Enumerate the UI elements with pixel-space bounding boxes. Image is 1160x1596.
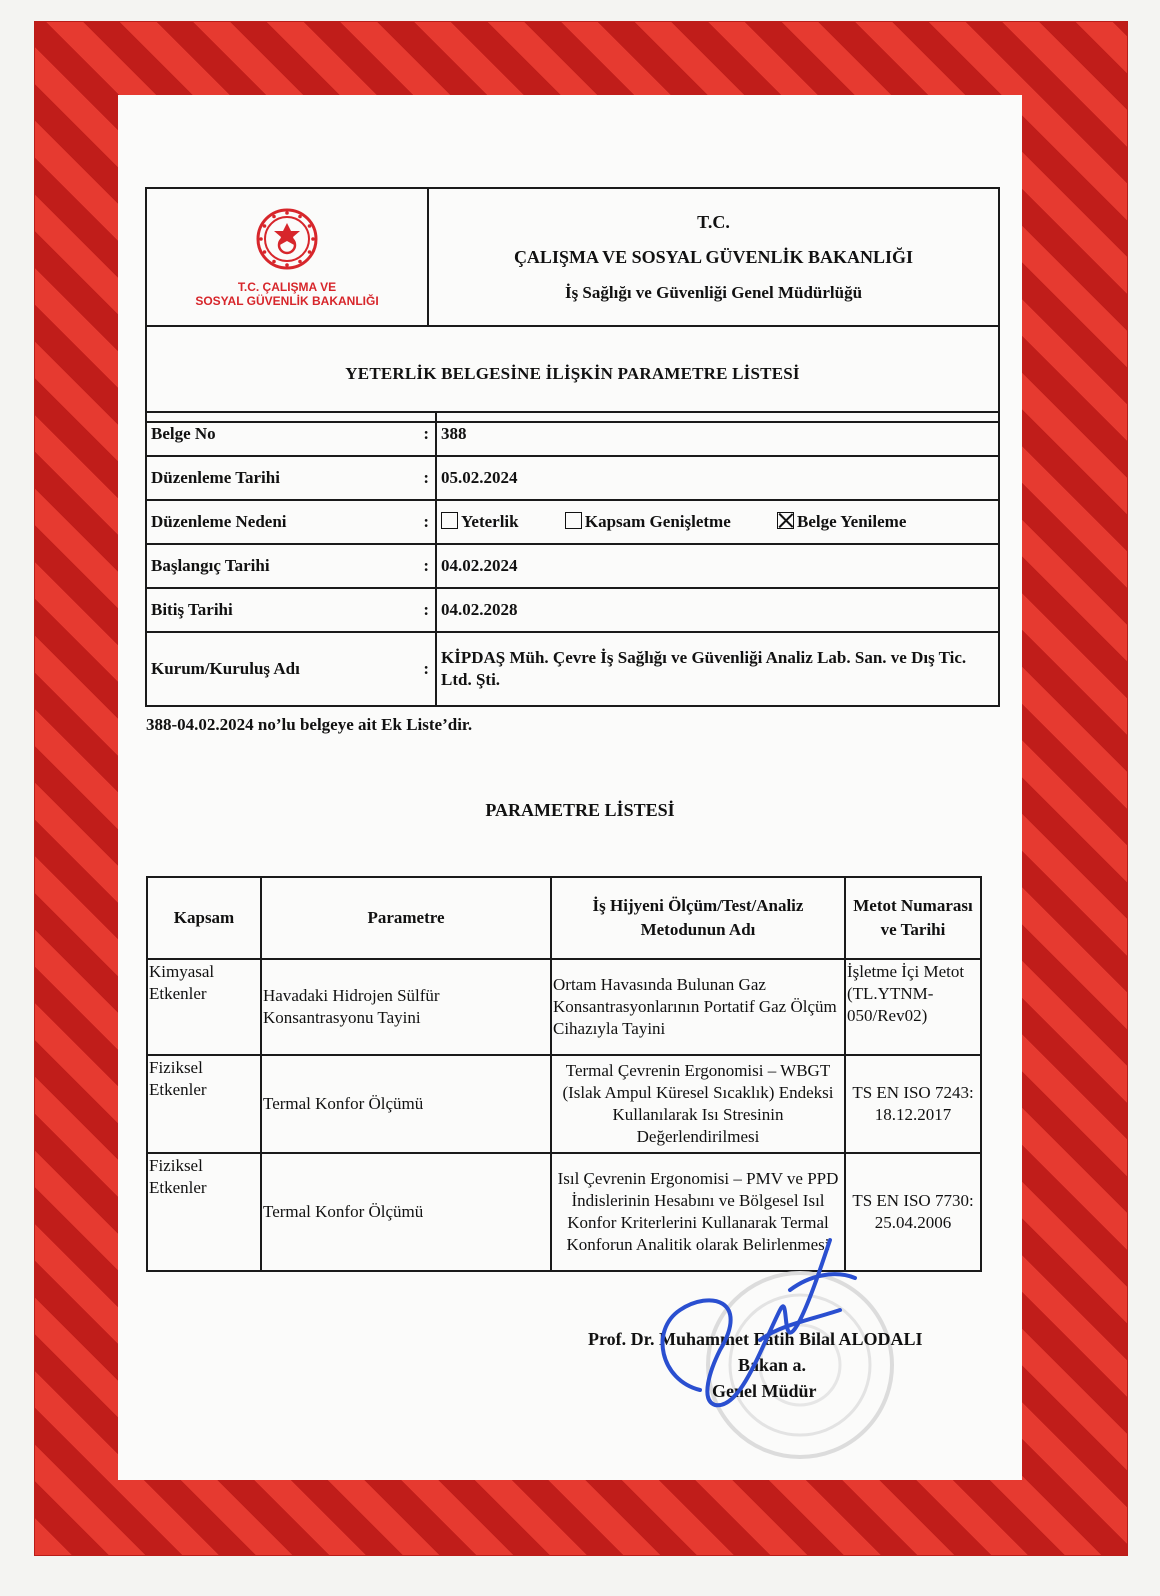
table-row <box>147 1055 981 1153</box>
signatory-line2: Bakan a. <box>738 1355 807 1375</box>
title-ministry: ÇALIŞMA VE SOSYAL GÜVENLİK BAKANLIĞI <box>513 246 914 267</box>
bitis-tarihi-value: 04.02.2028 <box>436 588 999 632</box>
option-yeterlik: Yeterlik <box>441 512 519 531</box>
baslangic-tarihi-label: Başlangıç Tarihi <box>146 544 408 588</box>
colon: : <box>408 412 436 456</box>
cell-metot-no: İşletme İçi Metot (TL.YTNM-050/Rev02) <box>845 959 981 1055</box>
cell-metot-no: TS EN ISO 7730: 25.04.2006 <box>845 1153 981 1271</box>
kurum-adi-value: KİPDAŞ Müh. Çevre İş Sağlığı ve Güvenliği Analiz Lab. San. ve Dış Tic. Ltd. Şti. <box>436 632 999 706</box>
parameter-table-header <box>147 877 981 959</box>
title-directorate: İş Sağlığı ve Güvenliği Genel Müdürlüğü <box>564 282 863 302</box>
col-kapsam: Kapsam <box>147 877 261 959</box>
cell-metod-adi: Isıl Çevrenin Ergonomisi – PMV ve PPD İndislerinin Hesabını ve Bölgesel Isıl Konfor Kriterlerini Kullanarak Termal Konforun Analitik olarak Belirlenmesi <box>551 1153 845 1271</box>
duzenleme-tarihi-label: Düzenleme Tarihi <box>146 456 408 500</box>
section-title: PARAMETRE LİSTESİ <box>485 800 675 820</box>
cell-metod-adi: Ortam Havasında Bulunan Gaz Konsantrasyonlarının Portatif Gaz Ölçüm Cihazıyla Tayini <box>551 959 845 1055</box>
logo-text-line1: T.C. ÇALIŞMA VE <box>237 279 337 294</box>
cell-kapsam: Fiziksel Etkenler <box>147 1153 261 1271</box>
cell-kapsam: Kimyasal Etkenler <box>147 959 261 1055</box>
parameter-table <box>146 876 982 1272</box>
table-row <box>147 959 981 1055</box>
ministry-emblem-icon <box>255 207 319 271</box>
bitis-tarihi-label: Bitiş Tarihi <box>146 588 408 632</box>
signatory-name: Prof. Dr. Muhammet Fatih Bilal ALODALI <box>588 1329 923 1349</box>
header-table <box>145 187 1000 423</box>
duzenleme-nedeni-label: Düzenleme Nedeni <box>146 500 408 544</box>
colon: : <box>408 500 436 544</box>
col-metot-no: Metot Numarası ve Tarihi <box>845 877 981 959</box>
handwritten-signature-icon <box>640 1230 880 1420</box>
duzenleme-tarihi-value: 05.02.2024 <box>436 456 999 500</box>
option-kapsam-genisletme: Kapsam Genişletme <box>565 512 731 531</box>
colon: : <box>408 588 436 632</box>
ministry-logo-cell <box>146 188 428 326</box>
title-tc: T.C. <box>697 211 730 232</box>
colon: : <box>408 544 436 588</box>
duzenleme-nedeni-options <box>436 500 999 544</box>
cell-parametre: Havadaki Hidrojen Sülfür Konsantrasyonu Tayini <box>261 959 551 1055</box>
checkbox-checked-icon <box>777 512 794 529</box>
cell-kapsam: Fiziksel Etkenler <box>147 1055 261 1153</box>
cell-parametre: Termal Konfor Ölçümü <box>261 1055 551 1153</box>
logo-text-line2: SOSYAL GÜVENLİK BAKANLIĞI <box>195 293 379 308</box>
annex-note: 388-04.02.2024 no’lu belgeye ait Ek Liste’dir. <box>146 715 473 734</box>
col-metod-adi: İş Hijyeni Ölçüm/Test/Analiz Metodunun Adı <box>551 877 845 959</box>
baslangic-tarihi-value: 04.02.2024 <box>436 544 999 588</box>
option-belge-yenileme: Belge Yenileme <box>777 512 906 531</box>
checkbox-unchecked-icon <box>565 512 582 529</box>
checkbox-unchecked-icon <box>441 512 458 529</box>
kurum-adi-label: Kurum/Kuruluş Adı <box>146 632 408 706</box>
info-table <box>145 411 1000 707</box>
ministry-title-cell <box>428 188 999 326</box>
cell-parametre: Termal Konfor Ölçümü <box>261 1153 551 1271</box>
document-title: YETERLİK BELGESİNE İLİŞKİN PARAMETRE LİSTESİ <box>146 326 999 422</box>
signatory-title: Genel Müdür <box>712 1381 817 1401</box>
colon: : <box>408 456 436 500</box>
cell-metod-adi: Termal Çevrenin Ergonomisi – WBGT (Islak Ampul Küresel Sıcaklık) Endeksi Kullanılarak Isı Stresinin Değerlendirilmesi <box>551 1055 845 1153</box>
belge-no-value: 388 <box>436 412 999 456</box>
belge-no-label: Belge No <box>146 412 408 456</box>
col-parametre: Parametre <box>261 877 551 959</box>
cell-metot-no: TS EN ISO 7243: 18.12.2017 <box>845 1055 981 1153</box>
colon: : <box>408 632 436 706</box>
